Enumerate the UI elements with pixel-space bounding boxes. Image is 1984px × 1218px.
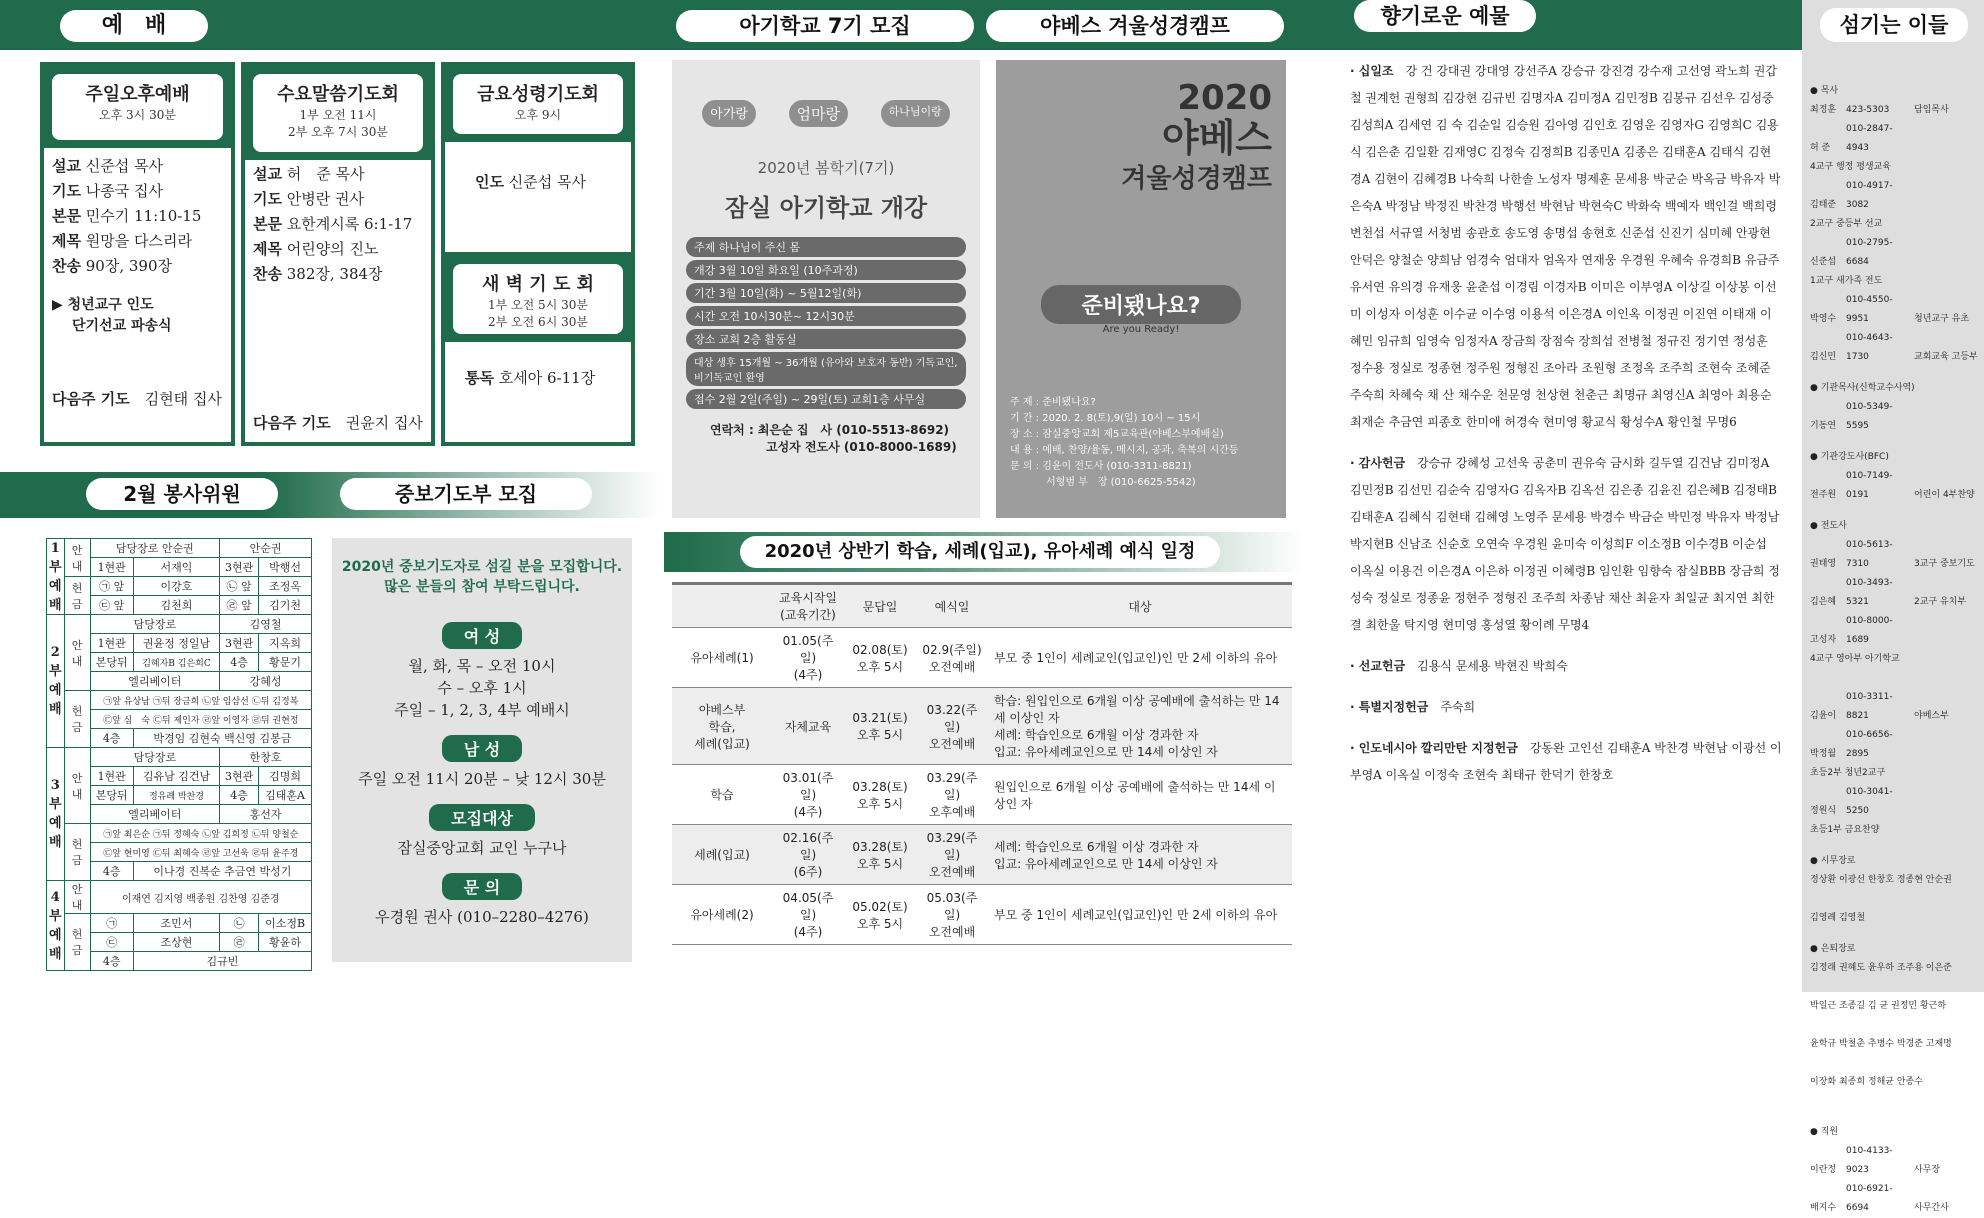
staff-row xyxy=(1810,291,1982,329)
staff-group xyxy=(1810,448,1982,505)
cell: 강혜성 xyxy=(220,672,312,691)
staff-cell: 010-6921-6694 xyxy=(1846,1184,1893,1213)
table-row: 학습 xyxy=(672,765,772,825)
cell: 03.29(주일) 오후예배 xyxy=(916,765,988,825)
col-header: 예식일 xyxy=(916,584,988,628)
staff-cell: 김신민 xyxy=(1810,352,1837,362)
cell: 02.16(주일) (6주) xyxy=(772,825,844,885)
cell: 이재연 김지영 백종원 김찬영 김준경 xyxy=(90,881,311,914)
cell: 한창호 xyxy=(220,748,312,767)
cell: 조정옥 xyxy=(259,577,312,596)
staff-cell: 010-3311-8821 xyxy=(1846,692,1893,721)
staff-cell: 김정래 권혜도 윤우하 조주용 이은준 xyxy=(1810,963,1952,973)
offer-label: · 특별지정헌금 xyxy=(1350,700,1429,714)
staff-row xyxy=(1810,234,1982,291)
cell: 03.21(토) 오후 5시 xyxy=(844,688,916,765)
staff-row xyxy=(1810,329,1982,367)
staff-group xyxy=(1810,940,1982,1111)
staff-cell: 신준섭 xyxy=(1810,257,1837,267)
cell: 02.08(토) 오후 5시 xyxy=(844,628,916,688)
dawn-read-label: 통독 xyxy=(465,369,494,387)
staff-group xyxy=(1810,1123,1982,1218)
friday-title: 금요성령기도회 xyxy=(477,84,599,105)
cell: 자체교육 xyxy=(772,688,844,765)
wednesday-items xyxy=(245,160,431,436)
group-label: 3부예배 xyxy=(47,748,65,881)
staff-row xyxy=(1810,101,1982,120)
cell: 안순권 xyxy=(220,539,312,558)
cell: 김태훈A xyxy=(259,786,312,805)
cell: 3현관 xyxy=(220,558,259,577)
offer-names: 강승규 강혜성 고선욱 공춘미 권유숙 금시화 길두열 김건남 김미정A 김민정B 김선민 김순숙 김영자G 김옥자B 김옥선 김은종 김윤진 김은혜B 김정태B 김태훈A 김혜식 김현태 김혜영 노영주 문세용 박경수 박금순 박민정 박유자 박정남 박지현B 신남조 신순호 오연숙 우경원 윤미숙 이성희F 이소정B 이수경B 이순섭 이옥실 이용건 이은경A 이은하 이정권 이혜령B 임인환 임향숙 잠실BBB 장금희 정성숙 정실로 정종윤 정현주 정형진 조주희 차종남 채산 최윤자 최일균 최지연 최한결 최한울 탁지영 현미영 홍성열 황이례 무명4 xyxy=(1350,456,1780,632)
staff-group-title: ● 기관목사(신학교수사역) xyxy=(1810,383,1915,393)
staff-cell: 2교구 유치부 xyxy=(1914,597,1967,607)
staff-group xyxy=(1810,379,1982,436)
cell: 03.22(주일) 오전예배 xyxy=(916,688,988,765)
staff-cell: 사무간사 xyxy=(1914,1203,1949,1213)
cell: 김기천 xyxy=(259,596,312,615)
cell: 05.02(토) 오후 5시 xyxy=(844,885,916,945)
cell: 조상현 xyxy=(133,933,219,952)
cell: 04.05(주일) (4주) xyxy=(772,885,844,945)
wed-value: 허 준 목사 xyxy=(286,165,365,183)
wed-label: 제목 xyxy=(253,240,282,258)
cell: 김영철 xyxy=(220,615,312,634)
staff-cell: 김은혜 xyxy=(1810,597,1837,607)
women-time: 주일 – 1, 2, 3, 4부 예배시 xyxy=(394,701,570,719)
next-prayer: 김현태 집사 xyxy=(144,390,222,408)
staff-row xyxy=(1810,871,1982,909)
sunday-note: ▶ 청년교구 인도 xyxy=(52,297,154,313)
cell: 박행선 xyxy=(259,558,312,577)
cell: 이강호 xyxy=(133,577,219,596)
camp-ready-en: Are you Ready! xyxy=(1102,324,1180,335)
sunday-value: 90장, 390장 xyxy=(85,257,172,275)
dawn-title: 새 벽 기 도 회 xyxy=(481,274,594,295)
group-label: 1부예배 xyxy=(47,539,65,615)
target-text: 잠실중앙교회 교인 누구나 xyxy=(397,839,567,857)
cell: 02.9(주일) 오전예배 xyxy=(916,628,988,688)
cell: 김혜자B 김은희C xyxy=(133,653,219,672)
staff-cell: 정원식 xyxy=(1810,806,1837,816)
cell: 부모 중 1인이 세례교인(입교인)인 만 2세 이하의 유아 xyxy=(988,885,1292,945)
cell: 03.29(주일) 오전예배 xyxy=(916,825,988,885)
staff-row xyxy=(1810,959,1982,997)
next-prayer-label: 다음주 기도 xyxy=(52,390,130,408)
prayer-intro: 2020년 중보기도자로 섬길 분을 모집합니다. xyxy=(341,559,623,575)
staff-cell: 정상환 이광선 한창호 정종현 안순권 xyxy=(1810,875,1952,885)
offer-label: · 선교헌금 xyxy=(1350,659,1406,673)
staff-cell: 배지수 xyxy=(1810,1203,1837,1213)
table-row: 세례(입교) xyxy=(672,825,772,885)
cell: 정유례 박찬경 xyxy=(133,786,219,805)
camp-info: 서형범 부 장 (010-6625-5542) xyxy=(1046,477,1196,488)
cell: 황문기 xyxy=(259,653,312,672)
cell: ㉢앞 심 숙 ㉢뒤 제인자 ㉣앞 이영자 ㉣뒤 권현정 xyxy=(90,710,311,729)
staff-cell: 010-3041-5250 xyxy=(1846,787,1893,816)
table-row: 야베스부 학습, 세례(입교) xyxy=(672,688,772,765)
offer-names: 주숙희 xyxy=(1440,700,1476,714)
cell: ㉢ xyxy=(90,933,133,952)
staff-cell: 4교구 영아부 아기학교 xyxy=(1810,654,1900,664)
cell: ㉠앞 유상남 ㉠뒤 장금희 ㉡앞 임삼선 ㉡뒤 김정복 xyxy=(90,691,311,710)
staff-cell: 이란정 xyxy=(1810,1165,1837,1175)
ask-text: 우경원 권사 (010–2280–4276) xyxy=(375,908,589,926)
service-table: 1부예배 안내 담당장로 안순권 안순권 1현관 서재익 3현관 박행선 헌금 ㉠ 앞 이강호 ㉡ 앞 조정옥 ㉢ 앞 김천희 ㉣ 앞 김기천 2부예배 안내 담당장로 김영철 1현관 권윤정 정일남 3현관 지옥희 본당뒤 김혜자B 김은희C 4층 황문기 엘리베이터 강혜성 헌금 ㉠앞 유상남 ㉠뒤 장금희 ㉡앞 임삼선 ㉡뒤 김정복 ㉢앞 심 숙 ㉢뒤 제인자 ㉣앞 이영자 ㉣뒤 권현정 4층 박경임 김현숙 백신영 김봉금 3부예배 안내 담당장로 한창호 1현관 김유남 김건남 3현관 김명희 본당뒤 정유례 박찬경 4층 김태훈A 엘리베이터 홍선자 헌금 ㉠앞 최은순 ㉠뒤 정혜숙 ㉡앞 김희정 ㉡뒤 양철순 ㉢앞 현미영 ㉢뒤 최혜숙 ㉣앞 고선욱 ㉣뒤 윤주경 4층 이나경 진복순 추금연 박성기 4부예배 안내 이재연 김지영 백종원 김찬영 김준경 헌금 ㉠ 조민서 ㉡ 이소정B ㉢ 조상현 ㉣ 황윤하 4층 김규빈 xyxy=(46,538,312,971)
baby-row: 접수 2월 2일(주일) ~ 29일(토) 교회1층 사무실 xyxy=(686,389,966,409)
cell: 03.28(토) 오후 5시 xyxy=(844,825,916,885)
camp-poster xyxy=(996,60,1286,518)
staff-cell: 010-8000-1689 xyxy=(1846,616,1893,645)
baby-title: 잠실 아기학교 개강 xyxy=(724,194,928,222)
group-label: 2부예배 xyxy=(47,615,65,748)
wed-label: 본문 xyxy=(253,215,282,233)
staff-cell: 어린이 4부찬양 xyxy=(1914,490,1975,500)
offer-names: 강 건 강대권 강대영 강선주A 강승규 강진경 강수재 고선영 곽노희 권갑철 권계헌 권형희 김강현 김규빈 김명자A 김미정A 김민정B 김봉규 김선우 김성중 김성희A 김세연 김 숙 김순일 김승원 김아영 김인호 김영운 김영자G 김영희C 김용식 김은춘 김일환 김재영C 김정숙 김정희B 김종민A 김종은 김태훈A 김태식 김현경A 김현이 김혜경B 나숙희 나한솔 노성자 명제훈 문세용 박군순 박옥금 박유자 박은숙A 박정남 박정진 박찬경 박행선 박현남 박현숙C 박화숙 백예자 백인걸 백희령 변천섭 서규열 서청범 송관호 송도영 송명섭 송현호 신준섭 신진기 심미혜 안광현 안덕은 양철순 양희남 엄경숙 엄대자 엄옥자 연재웅 우경원 우혜숙 유경희B 유금주 유서연 유의경 유재웅 윤춘섭 이경림 이경자B 이미은 이부영A 이상길 이상봉 이선미 이성자 이성훈 이수균 이수영 이용석 이은경A 이인옥 이정권 이진연 이태재 이혜민 임규희 임영숙 임정자A 장금희 장점숙 장희섭 전병철 정규진 정기연 정성훈 정수용 정실로 정종현 정주원 정형진 조아라 조원형 조정옥 조주희 조현숙 조혜준 주숙희 차혜숙 채 산 채수운 천문영 천상현 천춘근 최명규 최영신A 최영아 최용순 최재순 추금연 피종호 한미애 허경숙 현미영 황교식 황성수A 황인철 무명6 xyxy=(1350,64,1781,429)
baby-school-poster xyxy=(672,60,980,518)
offer-names: 김용식 문세용 박현진 박희숙 xyxy=(1417,659,1568,673)
sunday-label: 제목 xyxy=(52,232,81,250)
camp-info: 장 소 : 잠실중앙교회 제5교육관(야베스부예배실) xyxy=(1010,429,1224,440)
camp-header: 야베스 겨울성경캠프 xyxy=(986,10,1284,42)
staff-cell: 기동연 xyxy=(1810,421,1837,431)
col-header: 문답일 xyxy=(844,584,916,628)
offer-label: · 감사헌금 xyxy=(1350,456,1406,470)
staff-cell: 3교구 중보기도 xyxy=(1914,559,1975,569)
staff-cell: 교회교육 고등부 xyxy=(1914,352,1978,362)
col-header: 대상 xyxy=(988,584,1292,628)
table-row: 유아세례(2) xyxy=(672,885,772,945)
bubble: 아가랑 xyxy=(702,100,756,127)
staff-cell: 010-4643-1730 xyxy=(1846,333,1893,362)
offering-list xyxy=(1350,58,1782,803)
cell: 05.03(주일) 오전예배 xyxy=(916,885,988,945)
staff-row xyxy=(1810,1142,1982,1180)
offer-label: · 인도네시아 깔리만탄 지정헌금 xyxy=(1350,741,1518,755)
staff-cell: 야베스부 xyxy=(1914,711,1949,721)
cell: ㉢앞 현미영 ㉢뒤 최혜숙 ㉣앞 고선욱 ㉣뒤 윤주경 xyxy=(90,843,311,862)
cell: ㉠앞 최은순 ㉠뒤 정혜숙 ㉡앞 김희정 ㉡뒤 양철순 xyxy=(90,824,311,843)
cell: ㉣ 앞 xyxy=(220,596,259,615)
bubble: 엄마랑 xyxy=(789,100,848,127)
staff-cell: 010-3493-5321 xyxy=(1846,578,1893,607)
offer-label: 헌금 xyxy=(64,577,90,615)
baby-contact: 연락처 : 최은순 집 사 (010-5513-8692) xyxy=(710,423,950,437)
staff-group-title: ● 목사 xyxy=(1810,86,1839,96)
staff-header: 섬기는 이들 xyxy=(1820,8,1968,42)
cell: ㉠ xyxy=(90,914,133,933)
staff-row xyxy=(1810,1073,1982,1111)
staff-cell: 1교구 새가족 전도 xyxy=(1810,276,1883,286)
service-team-header: 2월 봉사위원 xyxy=(86,478,278,510)
cell: 엘리베이터 xyxy=(90,672,220,691)
cell: 01.05(주일) (4주) xyxy=(772,628,844,688)
worship-header: 예 배 xyxy=(60,10,208,42)
wed-label: 설교 xyxy=(253,165,282,183)
staff-cell: 이장화 최종희 정해균 안종수 xyxy=(1810,1077,1923,1087)
target-label: 모집대상 xyxy=(429,804,535,831)
cell: 지옥희 xyxy=(259,634,312,653)
staff-row xyxy=(1810,1035,1982,1073)
baby-year: 2020년 봄학기(7기) xyxy=(757,159,895,177)
cell: 조민서 xyxy=(133,914,219,933)
baby-row: 주제 하나님이 주신 몸 xyxy=(686,237,966,257)
wed-label: 기도 xyxy=(253,190,282,208)
sunday-value: 나종국 집사 xyxy=(85,182,163,200)
prayer-header: 중보기도부 모집 xyxy=(340,478,592,510)
schedule-table xyxy=(672,582,1292,945)
staff-cell: 010-4917-3082 xyxy=(1846,181,1893,210)
staff-group xyxy=(1810,82,1982,367)
cell: 김천희 xyxy=(133,596,219,615)
staff-cell: 010-2847-4943 xyxy=(1846,124,1893,153)
cell: 03.01(주일) (4주) xyxy=(772,765,844,825)
wednesday-service-box xyxy=(241,62,435,446)
staff-cell: 박영수 xyxy=(1810,314,1837,324)
cell: ㉢ 앞 xyxy=(90,596,133,615)
women-time: 수 – 오후 1시 xyxy=(437,679,527,697)
offer-label: 헌금 xyxy=(64,914,90,971)
sunday-note2: 단기선교 파송식 xyxy=(72,318,172,334)
staff-cell: 4교구 행정 평생교육 xyxy=(1810,162,1892,172)
staff-cell: 김태준 xyxy=(1810,200,1837,210)
women-time: 월, 화, 목 – 오전 10시 xyxy=(408,657,556,675)
staff-row xyxy=(1810,398,1982,436)
sunday-title: 주일오후예배 xyxy=(85,84,190,105)
wed-value: 382장, 384장 xyxy=(286,265,383,283)
staff-cell: 고성자 xyxy=(1810,635,1837,645)
camp-info: 내 용 : 예배, 찬양/율동, 메시지, 공과, 축복의 시간등 xyxy=(1010,445,1239,456)
staff-cell: 010-7149-0191 xyxy=(1846,471,1893,500)
staff-cell: 사무장 xyxy=(1914,1165,1941,1175)
staff-row xyxy=(1810,688,1982,726)
cell: 학습: 원입인으로 6개월 이상 공예배에 출석하는 만 14세 이상인 자 세례: 학습인으로 6개월 이상 경과한 자 입교: 유아세례교인으로 만 14세 이상인 자 xyxy=(988,688,1292,765)
col-header: 교육시작일 (교육기간) xyxy=(772,584,844,628)
cell: 황윤하 xyxy=(259,933,312,952)
staff-row xyxy=(1810,997,1982,1035)
women-label: 여 성 xyxy=(442,622,522,649)
wed-value: 안병란 권사 xyxy=(286,190,364,208)
cell: 세례: 학습인으로 6개월 이상 경과한 자 입교: 유아세례교인으로 만 14세 이상인 자 xyxy=(988,825,1292,885)
guide-label: 안내 xyxy=(64,881,90,914)
schedule-header: 2020년 상반기 학습, 세례(입교), 유아세례 예식 일정 xyxy=(740,536,1220,568)
sunday-label: 본문 xyxy=(52,207,81,225)
cell: 담당장로 안순권 xyxy=(90,539,220,558)
cell: 박경임 김현숙 백신영 김봉금 xyxy=(133,729,311,748)
cell: 원입인으로 6개월 이상 공예배에 출석하는 만 14세 이상인 자 xyxy=(988,765,1292,825)
dawn-time2: 2부 오전 6시 30분 xyxy=(488,315,588,329)
staff-cell: 전주원 xyxy=(1810,490,1837,500)
staff-row xyxy=(1810,467,1982,505)
staff-row xyxy=(1810,1180,1982,1218)
cell: 03.28(토) 오후 5시 xyxy=(844,765,916,825)
offer-label: 헌금 xyxy=(64,824,90,881)
cell: 4층 xyxy=(220,653,259,672)
staff-group-title: ● 전도사 xyxy=(1810,521,1847,531)
cell: 이나경 진복순 추금연 박성기 xyxy=(133,862,311,881)
offer-label: 헌금 xyxy=(64,691,90,748)
cell: 부모 중 1인이 세례교인(입교인)인 만 2세 이하의 유아 xyxy=(988,628,1292,688)
staff-row xyxy=(1810,669,1982,688)
group-label: 4부예배 xyxy=(47,881,65,971)
cell: 권윤정 정일남 xyxy=(133,634,219,653)
staff-group-title: ● 기관강도사(BFC) xyxy=(1810,452,1889,462)
cell: ㉡ 앞 xyxy=(220,577,259,596)
camp-info: 문 의 : 김윤이 전도사 (010-3311-8821) xyxy=(1010,461,1192,472)
staff-cell: 박일근 조종길 김 균 권정민 황근하 xyxy=(1810,1001,1947,1011)
sunday-value: 원망을 다스리라 xyxy=(85,232,192,250)
dawn-time1: 1부 오전 5시 30분 xyxy=(488,298,588,312)
sunday-label: 설교 xyxy=(52,157,81,175)
cell: 이소정B xyxy=(259,914,312,933)
wed-value: 요한계시록 6:1-17 xyxy=(286,215,413,233)
dawn-service-box xyxy=(441,252,635,446)
bubble: 하나님이랑 xyxy=(881,100,950,127)
baby-row: 개강 3월 10일 화요일 (10주과정) xyxy=(686,260,966,280)
baby-row: 기간 3월 10일(화) ~ 5월12일(화) xyxy=(686,283,966,303)
staff-cell: 010-4550-9951 xyxy=(1846,295,1893,324)
wednesday-time2: 2부 오후 7시 30분 xyxy=(288,125,388,139)
sunday-label: 찬송 xyxy=(52,257,81,275)
staff-cell: 초등1부 금요찬양 xyxy=(1810,825,1880,835)
staff-cell: 윤학규 박철춘 추병수 박경준 고재명 xyxy=(1810,1039,1952,1049)
staff-group-title: ● 직원 xyxy=(1810,1127,1839,1137)
sunday-value: 민수기 11:10-15 xyxy=(85,207,202,225)
offer-label: · 십일조 xyxy=(1350,64,1394,78)
staff-row xyxy=(1810,612,1982,669)
cell: 김유남 김건남 xyxy=(133,767,219,786)
wednesday-title: 수요말씀기도회 xyxy=(277,84,399,105)
table-row: 유아세례(1) xyxy=(672,628,772,688)
guide-label: 안내 xyxy=(64,539,90,577)
cell: 김규빈 xyxy=(133,952,311,971)
sunday-value: 신준섭 목사 xyxy=(85,157,163,175)
cell: ㉠ 앞 xyxy=(90,577,133,596)
prayer-intro: 많은 분들의 참여 부탁드립니다. xyxy=(384,579,580,595)
next-prayer-label: 다음주 기도 xyxy=(253,414,331,432)
baby-school-header: 아기학교 7기 모집 xyxy=(676,10,974,42)
staff-cell: 권태영 xyxy=(1810,559,1837,569)
staff-row xyxy=(1810,177,1982,234)
camp-year: 2020 xyxy=(1177,78,1272,118)
staff-cell: 김영례 김영철 xyxy=(1810,913,1866,923)
camp-title2: 겨울성경캠프 xyxy=(1121,164,1272,194)
staff-group xyxy=(1810,852,1982,928)
men-time: 주일 오전 11시 20분 – 낮 12시 30분 xyxy=(358,770,606,788)
cell: ㉣ xyxy=(220,933,259,952)
staff-cell: 청년교구 유초 xyxy=(1914,314,1970,324)
friday-lead-label: 인도 xyxy=(475,173,504,191)
staff-cell: 423-5303 xyxy=(1846,105,1890,115)
offer-names: 강동완 고인선 김태훈A 박찬경 박현남 이광선 이부영A 이옥실 이정숙 조현숙 최태규 한덕기 한창호 xyxy=(1350,741,1782,782)
cell: 김명희 xyxy=(259,767,312,786)
staff-cell: 010-4133-9023 xyxy=(1846,1146,1893,1175)
staff-cell: 010-5613-7310 xyxy=(1846,540,1893,569)
camp-info: 주 제 : 준비됐나요? xyxy=(1010,397,1096,408)
guide-label: 안내 xyxy=(64,748,90,824)
cell: 서재익 xyxy=(133,558,219,577)
wed-label: 찬송 xyxy=(253,265,282,283)
staff-cell: 010-5349-5595 xyxy=(1846,402,1893,431)
wednesday-time1: 1부 오전 11시 xyxy=(299,108,377,122)
staff-cell: 010-6656-2895 xyxy=(1846,730,1893,759)
sunday-service-box xyxy=(40,62,235,446)
staff-cell: 2교구 중등부 선교 xyxy=(1810,219,1883,229)
staff-group-title: ● 시무장로 xyxy=(1810,856,1856,866)
cell: 홍선자 xyxy=(220,805,312,824)
baby-row: 장소 교회 2층 활동실 xyxy=(686,329,966,349)
staff-cell: 최정훈 xyxy=(1810,105,1837,115)
prayer-box xyxy=(332,538,632,962)
staff-list xyxy=(1810,70,1982,1218)
staff-row xyxy=(1810,726,1982,783)
dawn-read: 호세아 6-11장 xyxy=(498,369,596,387)
cell: 본당뒤 xyxy=(90,653,133,672)
friday-time: 오후 9시 xyxy=(514,108,562,122)
cell: ㉡ xyxy=(220,914,259,933)
sunday-label: 기도 xyxy=(52,182,81,200)
staff-row xyxy=(1810,783,1982,840)
staff-cell: 010-2795-6684 xyxy=(1846,238,1893,267)
staff-cell: 김윤이 xyxy=(1810,711,1837,721)
friday-lead: 신준섭 목사 xyxy=(508,173,586,191)
baby-row: 시간 오전 10시30분~ 12시30분 xyxy=(686,306,966,326)
guide-label: 안내 xyxy=(64,615,90,691)
ask-label: 문 의 xyxy=(442,873,522,900)
men-label: 남 성 xyxy=(442,735,522,762)
camp-title1: 야베스 xyxy=(1161,116,1272,160)
staff-group-title: ● 은퇴장로 xyxy=(1810,944,1856,954)
friday-service-box xyxy=(441,62,635,256)
camp-ready: 준비됐나요? xyxy=(1041,285,1241,324)
next-prayer: 권윤지 집사 xyxy=(345,414,423,432)
wed-value: 어린양의 진노 xyxy=(286,240,379,258)
staff-group xyxy=(1810,517,1982,840)
staff-row xyxy=(1810,574,1982,612)
sunday-time: 오후 3시 30분 xyxy=(99,108,176,122)
staff-row xyxy=(1810,120,1982,177)
staff-cell: 허 준 xyxy=(1810,143,1831,153)
camp-info: 기 간 : 2020. 2. 8(토),9(일) 10시 ~ 15시 xyxy=(1010,413,1201,424)
staff-row xyxy=(1810,536,1982,574)
staff-row xyxy=(1810,909,1982,928)
baby-row: 대상 생후 15개월 ~ 36개월 (유아와 보호자 동반) 기독교인, 비기독교인 환영 xyxy=(686,352,966,386)
baby-contact: 고성자 전도사 (010-8000-1689) xyxy=(766,440,957,454)
offering-header: 향기로운 예물 xyxy=(1354,0,1536,32)
cell: 1현관 xyxy=(90,558,133,577)
staff-cell: 초등2부 청년2교구 xyxy=(1810,768,1886,778)
sunday-items xyxy=(44,148,231,412)
staff-cell: 박정월 xyxy=(1810,749,1837,759)
staff-cell: 담임목사 xyxy=(1914,105,1949,115)
